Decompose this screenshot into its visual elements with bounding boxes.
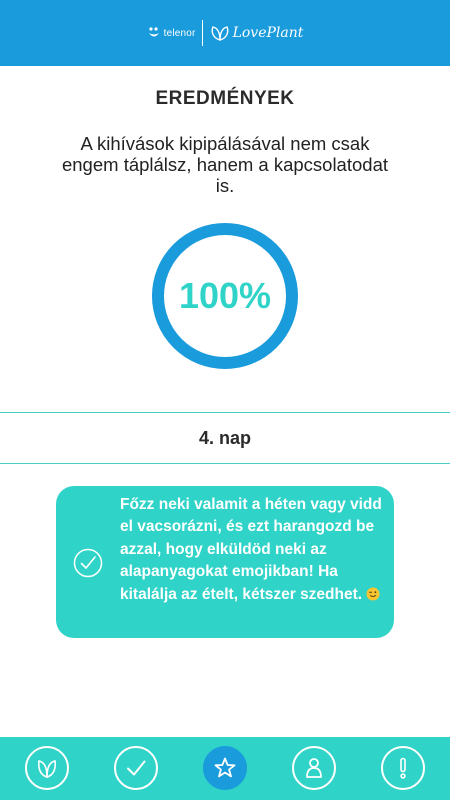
brand-logo — [147, 20, 304, 46]
telenor-mark-icon — [147, 26, 161, 40]
telenor-label: telenor — [163, 27, 196, 39]
check-icon — [123, 755, 149, 781]
telenor-logo — [147, 26, 196, 40]
loveplant-logo — [209, 24, 304, 42]
app-name: LovePlant — [232, 25, 304, 41]
winking-face-icon — [366, 587, 380, 601]
nav-info-button[interactable] — [381, 746, 425, 790]
header-divider — [202, 20, 203, 46]
challenge-text: Főzz neki valamit a héten vagy vidd el vacsorázni, és ezt harangozd be azzal, hogy elküldöd neki az alapanyagokat emojikban! Ha kitalálja az ételt, kétszer szedhet. — [120, 496, 382, 603]
page-subtitle: A kihívások kipipálásával nem csak engem táplálsz, hanem a kapcsolatodat is. — [61, 133, 388, 196]
person-icon — [301, 755, 327, 781]
challenge-text-block — [120, 494, 388, 606]
check-circle-icon[interactable] — [73, 548, 103, 578]
day-label: 4. nap — [0, 412, 450, 464]
nav-plant-button[interactable] — [25, 746, 69, 790]
nav-profile-button[interactable] — [292, 746, 336, 790]
progress-label: 100% — [178, 275, 272, 316]
star-icon — [212, 755, 238, 781]
bottom-navigation — [0, 737, 450, 800]
page-title: EREDMÉNYEK — [155, 88, 295, 109]
nav-check-button[interactable] — [114, 746, 158, 790]
progress-ring — [151, 222, 299, 370]
nav-star-button[interactable] — [203, 746, 247, 790]
challenge-card[interactable] — [56, 486, 394, 638]
exclamation-icon — [390, 755, 416, 781]
leaf-icon — [209, 24, 231, 42]
app-header — [0, 0, 450, 66]
plant-icon — [34, 755, 60, 781]
